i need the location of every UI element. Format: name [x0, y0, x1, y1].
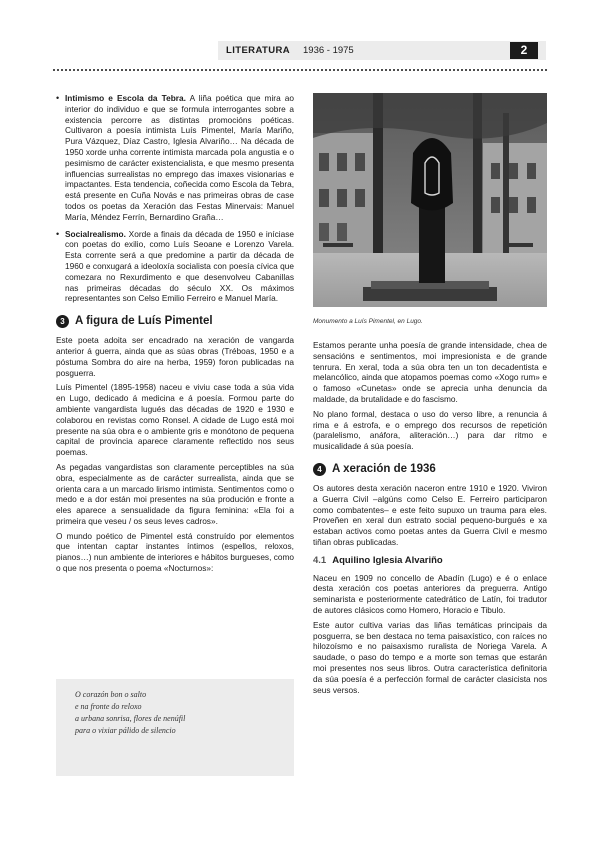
monument-photo [313, 93, 547, 307]
paragraph: Estamos perante unha poesía de grande intensidade, chea de sensacións e sentimentos, moi impresionista e de grande tenrura. En xeral, toda a súa obra ten un ton decadentista e melancólico, ainda que atopamos poemas como «Xogo rum» e o famoso «Cunetas» onde se aprecia unha denuncia da maldade, da brutalidade e do fascismo. [313, 340, 547, 404]
subsection-title: Aquilino Iglesia Alvariño [332, 554, 443, 566]
header-section-label: LITERATURA [226, 45, 290, 56]
paragraph: Este autor cultiva varias das liñas temáticas principais da posguerra, se ben destaca no tema paisaxístico, con raíces no hilozoísmo e no paisaxismo ruralista de Noriega Varela. A saudade, o paso do tempo e a morte son temas que estarán moi presentes nos seus libros. Outra característica definitoria da súa poesía é a perfección formal de carácter clasicista nos seus versos. [313, 619, 547, 695]
page-number: 2 [510, 42, 538, 59]
bullet-icon: • [56, 228, 60, 239]
bullet-icon: • [56, 93, 60, 103]
header-years: 1936 - 1975 [303, 45, 354, 56]
bullet-body: Xorde a finais da década de 1950 e iníciase con poetas do exilio, como Luís Seoane e Lorenzo Varela. Esta corrente será a que predomine a partir da década de 1960 e conxugará a ideoloxía socialista con poesía cívica que comezara no Rexurdimento e que desenvolveu Cabanillas nas primeiras décadas do século XX. Os máximos representantes son Celso Emilio Ferreiro e Manuel María. [65, 228, 294, 304]
bullet-socialrealismo [56, 229, 294, 305]
section-title: A xeración de 1936 [332, 463, 436, 476]
poem-line: e na fronte do reloxo [75, 702, 142, 711]
paragraph: O mundo poético de Pimentel está construído por elementos que intentan captar instantes íntimos (espellos, reloxos, pianos…) nun ambiente de interiores e hábitos burgueses, como o que nos presenta o poema «Nocturnos»: [56, 530, 294, 574]
section-number-badge: 3 [56, 315, 69, 328]
section-4-heading [313, 463, 547, 476]
poem-line: O corazón bon o salto [75, 690, 147, 699]
poem-excerpt [75, 689, 185, 737]
left-column [56, 93, 294, 578]
subsection-number: 4.1 [313, 554, 327, 566]
subsection-4-1-heading [313, 556, 547, 567]
paragraph: Naceu en 1909 no concello de Abadín (Lugo) e é o enlace desta xeración cos poetas anteriores da preguerra. Antigo seminarista e posteriormente catedrático de Latín, foi tradutor de autores clásicos como Homero, Horacio e Tibulo. [313, 572, 547, 615]
paragraph: As pegadas vangardistas son claramente perceptibles na súa obra, especialmente as de carácter surrealista, ainda que se orienta cara a un marcado lirismo intimista. Sentimentos como o medo e a dor están moi presentes na súa produción e fronte a eles aparece a sensualidade da figura feminina: «Ela foi a primeira que veseu / os seus leves cadros». [56, 461, 294, 526]
poem-line: a urbana sonrisa, flores de nenúfil [75, 714, 186, 723]
bullet-title: Intimismo e Escola da Tebra. [65, 93, 186, 103]
bullet-title: Socialrealismo. [65, 228, 126, 239]
paragraph: Este poeta adoita ser encadrado na xeración de vangarda anterior á guerra, ainda que as súas obras (Tréboas, 1950 e a póstuma Sombra do aire na herba, 1959) foron publicadas na posguerra. [56, 335, 294, 378]
right-column [313, 340, 547, 699]
bullet-body: A liña poética que mira ao interior do individuo e que se formula interrogantes sobre a existencia percorre as distintas promocións poéticas. Cultivaron a poesía intimista Luís Pimentel, María Mariño, Pura Vázquez, Díaz Castro, Iglesia Alvariño… Na década de 1950 xorde unha corrente intimista marcada pola angustia e o pesimismo de carácter existencialista, e que mesmo presenta influencias surrealistas no emprego das imaxes visionarias e impactantes. Esta tendencia, coñecida como Escola da Tebra, está presente en Cuña Novás e nas primeiras obras de case todos os poetas da Xeración das Festas Minervais: Manuel María, Méndez Ferrín, Bernardino Graña… [65, 93, 295, 222]
paragraph: Os autores desta xeración naceron entre 1910 e 1920. Viviron a Guerra Civil –algúns como Celso E. Ferreiro participaron como combatentes– e este feito supuxo un trauma para eles. Proveñen en xeral dun estrato social pequeno-burgués e xa estaban activos como poetas antes da Guerra Civil e mesmo tiñan obras publicadas. [313, 482, 547, 547]
bullet-intimismo [56, 93, 294, 223]
dotted-divider [52, 69, 548, 71]
paragraph: No plano formal, destaca o uso do verso libre, a renuncia á rima e á estrofa, e o emprego dos recursos de repetición (paralelismo, anáfora, aliteración…) para dar ritmo e musicalidade á súa poesía. [313, 408, 547, 452]
section-3-heading [56, 315, 294, 328]
poem-line: para o vixiar pálido de silencio [75, 726, 176, 735]
section-number-badge: 4 [313, 463, 326, 476]
photo-caption: Monumento a Luís Pimentel, en Lugo. [313, 318, 423, 325]
paragraph: Luís Pimentel (1895-1958) naceu e viviu case toda a súa vida en Lugo, dedicado á medicina e á poesía. Formou parte do ambiente vangardista lugués das décadas de 1920 e 1930 e colaborou en revistas como Ronsel. A cidade de Lugo está moi presente na súa obra e o ambiente gris e monótono de pequena capital de provincia aparece claramente reflectido nos seus poemas. [56, 382, 294, 458]
section-title: A figura de Luís Pimentel [75, 315, 213, 328]
